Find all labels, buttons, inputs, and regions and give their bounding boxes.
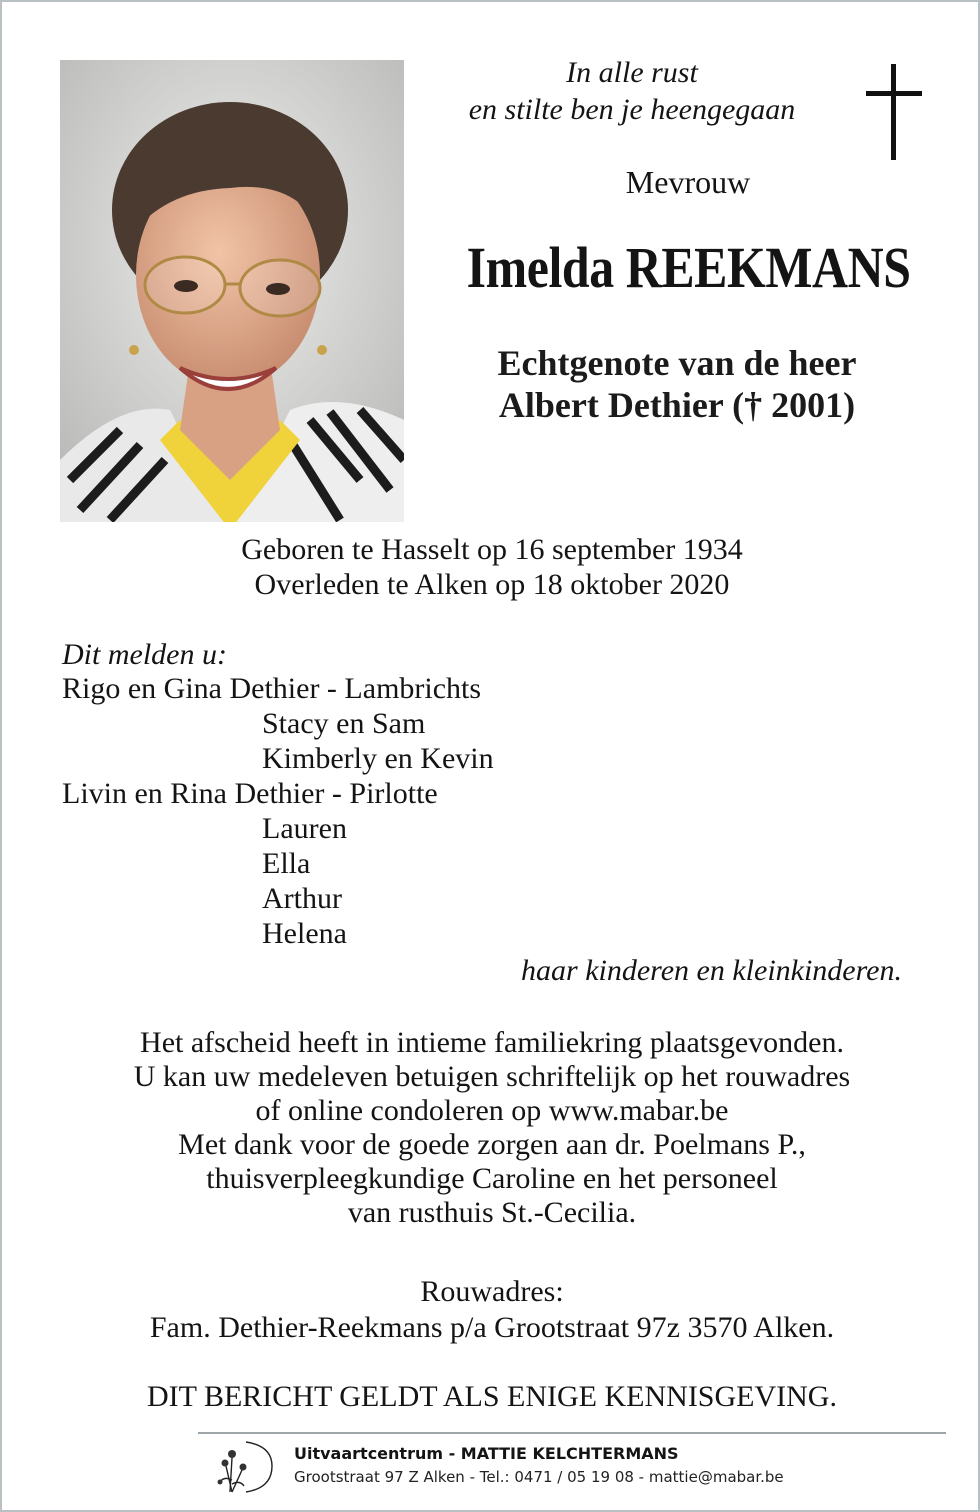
death-line: Overleden te Alken op 18 oktober 2020 <box>254 568 730 601</box>
family-closing: haar kinderen en kleinkinderen. <box>521 954 902 987</box>
funeral-home-name: Uitvaartcentrum - MATTIE KELCHTERMANS <box>294 1444 679 1463</box>
mourning-address <box>42 1274 942 1346</box>
spouse-info <box>432 342 922 426</box>
motto-line: In alle rust <box>566 56 698 89</box>
footer-divider <box>198 1432 946 1434</box>
family-member: Rigo en Gina Dethier - Lambrichts <box>62 672 482 705</box>
farewell-message <box>42 1026 942 1230</box>
family-member: Ella <box>262 847 311 880</box>
motto-line: en stilte ben je heengegaan <box>468 93 796 126</box>
flower-logo-icon <box>202 1436 276 1496</box>
address-value: Fam. Dethier-Reekmans p/a Grootstraat 97z 3570 Alken. <box>149 1311 835 1344</box>
cross-icon <box>866 64 922 162</box>
honorific: Mevrouw <box>625 164 751 200</box>
family-member: Helena <box>262 917 347 950</box>
funeral-home-contact: Grootstraat 97 Z Alken - Tel.: 0471 / 05 19 08 - mattie@mabar.be <box>294 1468 784 1486</box>
birth-line: Geboren te Hasselt op 16 september 1934 <box>241 533 743 566</box>
address-label: Rouwadres: <box>420 1275 564 1308</box>
family-member: Stacy en Sam <box>262 707 426 740</box>
spouse-line: Albert Dethier († 2001) <box>498 385 856 425</box>
deceased-name: Imelda REEKMANS <box>466 235 911 300</box>
message-line: thuisverpleegkundige Caroline en het personeel <box>206 1162 778 1195</box>
family-member: Kimberly en Kevin <box>262 742 494 775</box>
family-member: Lauren <box>262 812 347 845</box>
message-line: van rusthuis St.-Cecilia. <box>347 1196 637 1229</box>
portrait-photo <box>60 60 404 522</box>
family-member: Arthur <box>262 882 342 915</box>
family-member: Livin en Rina Dethier - Pirlotte <box>62 777 438 810</box>
message-line: Het afscheid heeft in intieme familiekring plaatsgevonden. <box>140 1026 844 1059</box>
life-dates <box>62 532 922 602</box>
family-intro: Dit melden u: <box>62 638 227 671</box>
message-line: of online condoleren op www.mabar.be <box>255 1094 729 1127</box>
spouse-line: Echtgenote van de heer <box>497 343 857 383</box>
motto <box>432 54 832 128</box>
message-line: U kan uw medeleven betuigen schriftelijk op het rouwadres <box>133 1060 851 1093</box>
official-notice: DIT BERICHT GELDT ALS ENIGE KENNISGEVING. <box>147 1380 837 1413</box>
message-line: Met dank voor de goede zorgen aan dr. Poelmans P., <box>178 1128 806 1161</box>
